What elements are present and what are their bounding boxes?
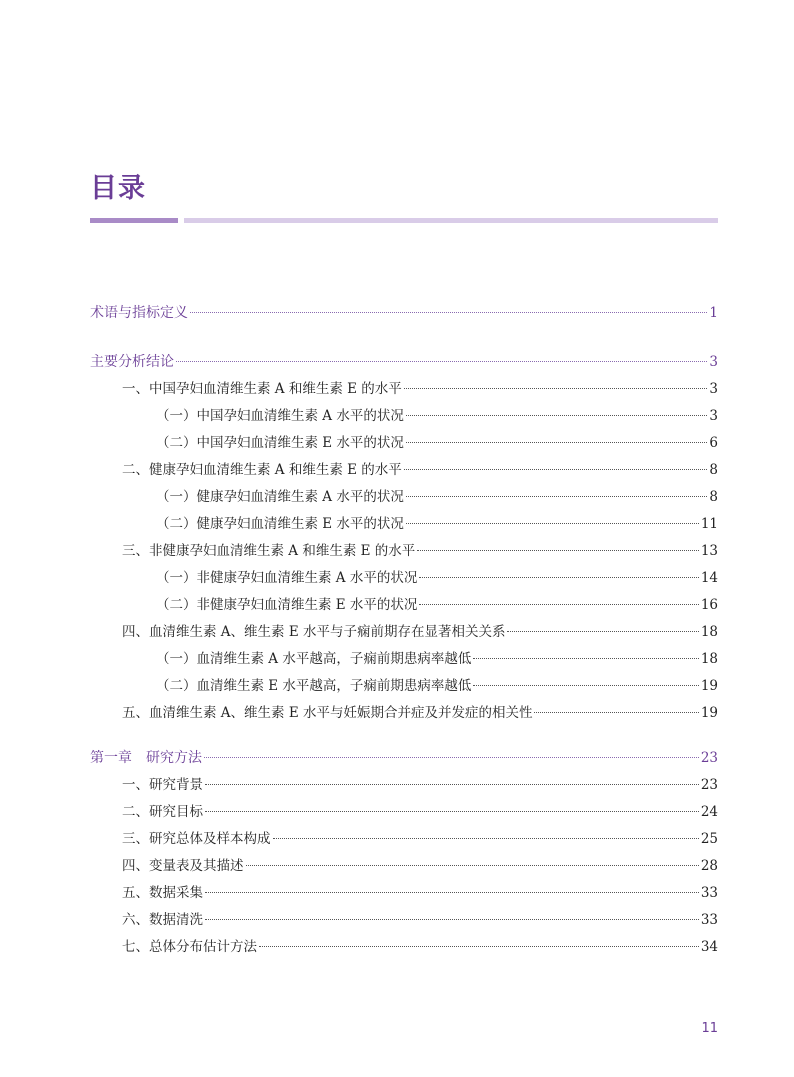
- toc-entry-label: （二）中国孕妇血清维生素 E 水平的状况: [156, 435, 404, 451]
- toc-entry-main-1a[interactable]: [90, 403, 718, 430]
- toc-entry-page: 23: [700, 777, 718, 793]
- toc-entry-main-4a[interactable]: [90, 646, 718, 673]
- toc-entry-label: 五、数据采集: [122, 885, 203, 901]
- toc-entry-ch1-5[interactable]: [90, 880, 718, 907]
- toc-entry-label: 五、血清维生素 A、维生素 E 水平与妊娠期合并症及并发症的相关性: [122, 705, 533, 721]
- dot-leader: [419, 604, 698, 605]
- dot-leader: [190, 312, 707, 313]
- dot-leader: [246, 865, 699, 866]
- toc-entry-main-3a[interactable]: [90, 565, 718, 592]
- toc-entry-label: （二）非健康孕妇血清维生素 E 水平的状况: [156, 597, 418, 613]
- toc-entry-page: 11: [700, 516, 718, 532]
- toc-entry-page: 8: [709, 489, 718, 505]
- toc-entry-label: 三、非健康孕妇血清维生素 A 和维生素 E 的水平: [122, 543, 416, 559]
- toc-entry-page: 13: [700, 543, 718, 559]
- toc-entry-label: 二、健康孕妇血清维生素 A 和维生素 E 的水平: [122, 462, 402, 478]
- toc-entry-ch1-2[interactable]: [90, 799, 718, 826]
- toc-entry-chapter-1[interactable]: [90, 745, 718, 772]
- dot-leader: [406, 442, 707, 443]
- toc-entry-label: （二）健康孕妇血清维生素 E 水平的状况: [156, 516, 404, 532]
- dot-leader: [507, 631, 698, 632]
- toc-entry-main-3[interactable]: [90, 538, 718, 565]
- toc-entry-label: 主要分析结论: [90, 354, 174, 370]
- toc-entry-main-2[interactable]: [90, 457, 718, 484]
- toc-entry-page: 3: [709, 381, 718, 397]
- dot-leader: [259, 946, 699, 947]
- toc-entry-main-4b[interactable]: [90, 673, 718, 700]
- toc-entry-label: （一）中国孕妇血清维生素 A 水平的状况: [156, 408, 404, 424]
- toc-entry-main-1[interactable]: [90, 376, 718, 403]
- toc-entry-label: 二、研究目标: [122, 804, 203, 820]
- toc-entry-ch1-6[interactable]: [90, 907, 718, 934]
- dot-leader: [205, 919, 699, 920]
- toc-entry-page: 28: [700, 858, 718, 874]
- toc-entry-label: （一）非健康孕妇血清维生素 A 水平的状况: [156, 570, 418, 586]
- dot-leader: [205, 784, 699, 785]
- dot-leader: [417, 550, 699, 551]
- toc-entry-page: 24: [700, 804, 718, 820]
- dot-leader: [534, 712, 698, 713]
- toc-entry-main-1b[interactable]: [90, 430, 718, 457]
- toc-entry-terms[interactable]: [90, 300, 718, 327]
- toc-entry-page: 6: [709, 435, 718, 451]
- dot-leader: [406, 523, 699, 524]
- toc-entry-main-3b[interactable]: [90, 592, 718, 619]
- page-number: 11: [701, 1021, 718, 1036]
- dot-leader: [404, 388, 708, 389]
- toc-entry-page: 3: [709, 354, 718, 370]
- dot-leader: [404, 469, 708, 470]
- toc-entry-page: 18: [700, 651, 718, 667]
- dot-leader: [176, 361, 707, 362]
- toc-entry-label: 六、数据清洗: [122, 912, 203, 928]
- toc-entry-page: 8: [709, 462, 718, 478]
- toc-entry-ch1-4[interactable]: [90, 853, 718, 880]
- title-underline-bar: [184, 218, 718, 223]
- dot-leader: [273, 838, 699, 839]
- toc-entry-page: 19: [700, 678, 718, 694]
- dot-leader: [406, 415, 708, 416]
- toc-entry-label: （一）健康孕妇血清维生素 A 水平的状况: [156, 489, 404, 505]
- toc-entry-main-2b[interactable]: [90, 511, 718, 538]
- toc-entry-label: 四、变量表及其描述: [122, 858, 244, 874]
- table-of-contents: [90, 300, 718, 961]
- toc-entry-ch1-1[interactable]: [90, 772, 718, 799]
- toc-entry-page: 33: [700, 912, 718, 928]
- toc-entry-page: 16: [700, 597, 718, 613]
- dot-leader: [205, 892, 699, 893]
- toc-entry-main-4[interactable]: [90, 619, 718, 646]
- toc-entry-page: 18: [700, 624, 718, 640]
- dot-leader: [419, 577, 698, 578]
- dot-leader: [205, 811, 699, 812]
- dot-leader: [473, 658, 698, 659]
- toc-entry-label: （一）血清维生素 A 水平越高，子痫前期患病率越低: [156, 651, 472, 667]
- dot-leader: [204, 757, 699, 758]
- toc-entry-page: 34: [700, 939, 718, 955]
- page-title: 目录: [90, 173, 146, 204]
- toc-entry-label: 一、研究背景: [122, 777, 203, 793]
- toc-entry-label: 四、血清维生素 A、维生素 E 水平与子痫前期存在显著相关关系: [122, 624, 506, 640]
- toc-entry-page: 33: [700, 885, 718, 901]
- toc-entry-page: 1: [709, 305, 718, 321]
- toc-entry-page: 25: [700, 831, 718, 847]
- toc-entry-label: （二）血清维生素 E 水平越高，子痫前期患病率越低: [156, 678, 472, 694]
- toc-entry-ch1-7[interactable]: [90, 934, 718, 961]
- toc-entry-main-conclusions[interactable]: [90, 349, 718, 376]
- toc-entry-page: 23: [700, 750, 718, 766]
- toc-entry-main-5[interactable]: [90, 700, 718, 727]
- toc-entry-page: 3: [709, 408, 718, 424]
- toc-entry-main-2a[interactable]: [90, 484, 718, 511]
- toc-entry-ch1-3[interactable]: [90, 826, 718, 853]
- dot-leader: [406, 496, 708, 497]
- toc-entry-page: 19: [700, 705, 718, 721]
- toc-entry-label: 第一章 研究方法: [90, 750, 202, 766]
- toc-entry-label: 七、总体分布估计方法: [122, 939, 257, 955]
- toc-entry-label: 术语与指标定义: [90, 305, 188, 321]
- toc-entry-page: 14: [700, 570, 718, 586]
- toc-entry-label: 三、研究总体及样本构成: [122, 831, 271, 847]
- dot-leader: [473, 685, 698, 686]
- title-underline-accent: [90, 218, 178, 223]
- toc-entry-label: 一、中国孕妇血清维生素 A 和维生素 E 的水平: [122, 381, 402, 397]
